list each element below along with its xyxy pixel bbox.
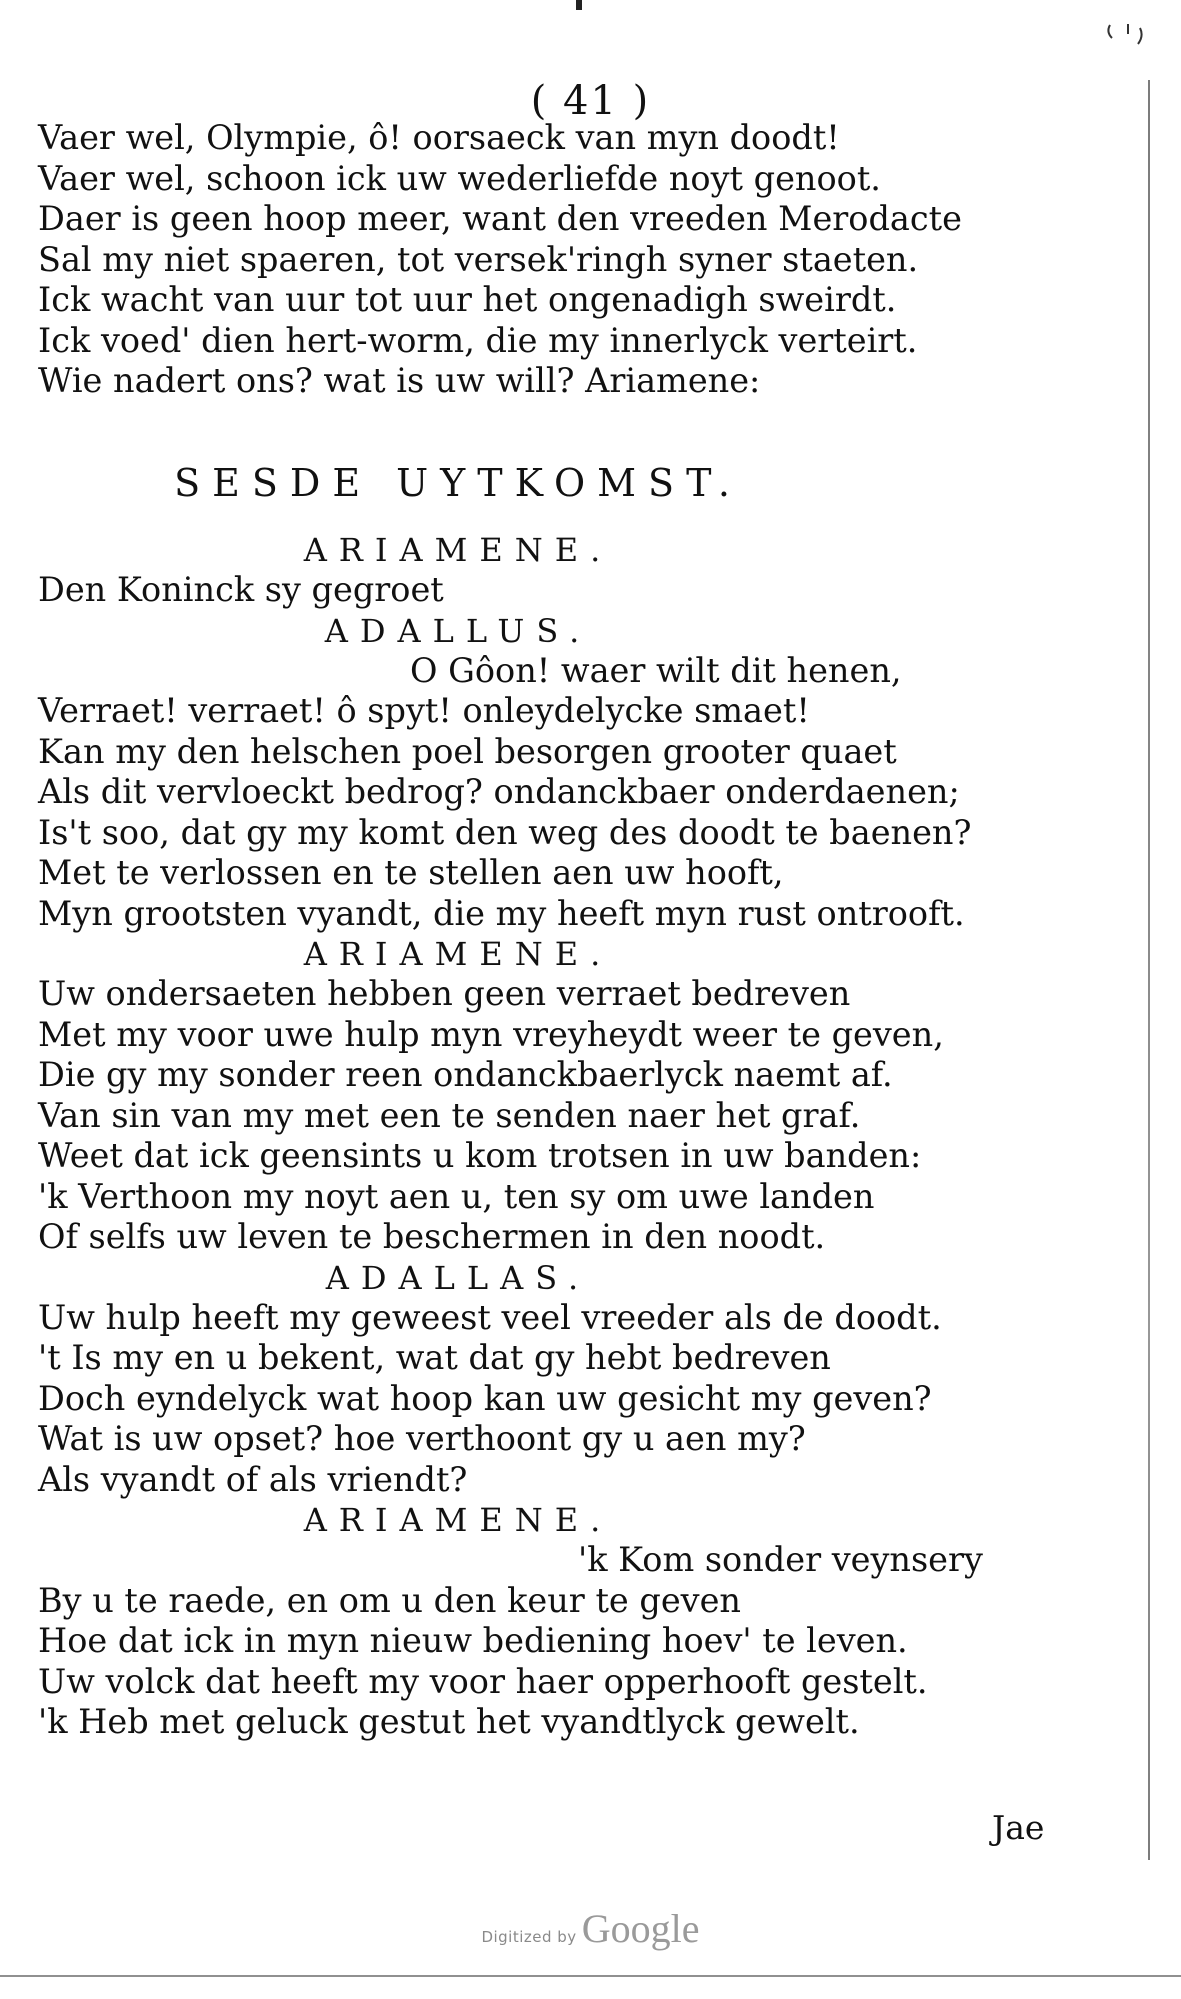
page-bottom-edge: [0, 1975, 1181, 1977]
dialogue-line: 'k Verthoon my noyt aen u, ten sy om uwe landen: [38, 1176, 875, 1216]
speaker-name: ADALLUS.: [324, 611, 592, 650]
google-logo: Google: [581, 1906, 700, 1951]
dialogue-line: Uw ondersaeten hebben geen verraet bedreven: [38, 974, 851, 1013]
dialogue-line: Doch eyndelyck wat hoop kan uw gesicht my geven?: [38, 1378, 932, 1418]
dialogue-line: Met my voor uwe hulp myn vreyheydt weer te geven,: [38, 1014, 944, 1054]
dialogue-line: O Gôon! waer wilt dit henen,: [410, 650, 902, 690]
dialogue-line: 't Is my en u bekent, wat dat gy hebt bedreven: [38, 1338, 831, 1377]
dialogue-line: Weet dat ick geensints u kom trotsen in uw banden:: [38, 1136, 922, 1175]
ink-speck: [576, 0, 582, 10]
scene-heading: SESDE UYTKOMST.: [174, 461, 742, 505]
catchword: Jae: [992, 1808, 1045, 1847]
verse-line: Vaer wel, Olympie, ô! oorsaeck van myn doodt!: [38, 118, 840, 157]
scene-block: [38, 455, 1078, 511]
dialogue-line: Verraet! verraet! ô spyt! onleydelycke smaet!: [38, 691, 810, 730]
margin-ink-marks: [1100, 20, 1150, 60]
dialogue-line: Kan my den helschen poel besorgen grooter quaet: [38, 731, 897, 771]
digitized-label: Digitized by: [481, 1928, 577, 1946]
dialogue-line: Of selfs uw leven te beschermen in den noodt.: [38, 1217, 826, 1256]
dialogue-line: Hoe dat ick in myn nieuw bediening hoev' te leven.: [38, 1621, 908, 1660]
speaker-name: ARIAMENE.: [303, 1501, 613, 1539]
dialogue-line: Uw hulp heeft my geweest veel vreeder als de doodt.: [38, 1297, 942, 1337]
dialogue-line: 'k Heb met geluck gestut het vyandtlyck gewelt.: [38, 1702, 860, 1741]
dialogue-line: Als dit vervloeckt bedrog? ondanckbaer onderdaenen;: [38, 772, 960, 811]
page-edge-shadow: [1148, 80, 1150, 1860]
dialogue-line: Van sin van my met een te senden naer het graf.: [38, 1095, 861, 1135]
digitization-watermark: [0, 1905, 1181, 1952]
verse-line: Ick wacht van uur tot uur het ongenadigh sweirdt.: [38, 280, 897, 319]
dialogue-line: Wat is uw opset? hoe verthoont gy u aen my?: [38, 1419, 806, 1458]
dialogue-line: Met te verlossen en te stellen aen uw hooft,: [38, 853, 784, 892]
verse-block-opening: [38, 118, 1078, 402]
verse-line: Wie nadert ons? wat is uw will? Ariamene:: [38, 361, 761, 400]
verse-line: Sal my niet spaeren, tot versek'ringh syner staeten.: [38, 239, 919, 279]
speaker-name: ARIAMENE.: [303, 531, 613, 569]
dialogue-block: [38, 530, 1078, 1743]
speaker-name: ARIAMENE.: [303, 935, 613, 973]
dialogue-line: Die gy my sonder reen ondanckbaerlyck naemt af.: [38, 1055, 893, 1094]
dialogue-line: Als vyandt of als vriendt?: [38, 1459, 468, 1499]
verse-line: Vaer wel, schoon ick uw wederliefde noyt genoot.: [38, 158, 881, 198]
page-number: ( 41 ): [530, 78, 651, 124]
dialogue-line: Myn grootsten vyandt, die my heeft myn rust ontrooft.: [38, 893, 965, 933]
verse-line: Daer is geen hoop meer, want den vreeden Merodacte: [38, 199, 962, 238]
speaker-name: ADALLAS.: [325, 1258, 591, 1297]
dialogue-line: Is't soo, dat gy my komt den weg des doodt te baenen?: [38, 812, 972, 852]
verse-line: Ick voed' dien hert-worm, die my innerlyck verteirt.: [38, 320, 918, 360]
dialogue-line: 'k Kom sonder veynsery: [578, 1540, 983, 1579]
dialogue-line: By u te raede, en om u den keur te geven: [38, 1580, 741, 1620]
dialogue-line: Uw volck dat heeft my voor haer opperhooft gestelt.: [38, 1661, 928, 1701]
dialogue-line: Den Koninck sy gegroet: [38, 570, 444, 609]
